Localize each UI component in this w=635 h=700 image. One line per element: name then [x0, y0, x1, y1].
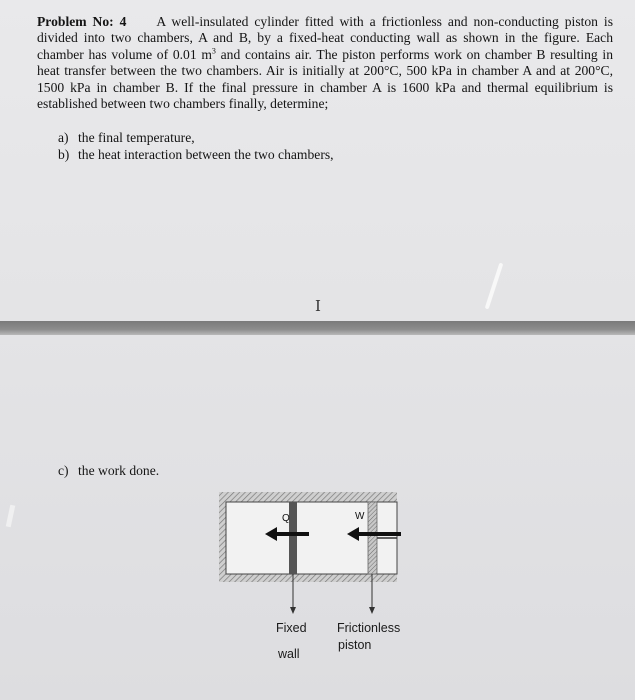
question-a	[58, 130, 195, 146]
insulation-left	[219, 492, 226, 582]
question-c	[58, 463, 159, 479]
fixed-wall-label-1: Fixed	[276, 621, 307, 635]
fixed-wall	[289, 502, 297, 574]
fixed-wall-label-2: wall	[278, 647, 300, 661]
question-text: the final temperature,	[78, 130, 195, 145]
question-marker: a)	[58, 130, 69, 145]
text-cursor-icon: I	[315, 297, 321, 315]
piston-label-1: Frictionless	[337, 621, 401, 635]
question-text: the work done.	[78, 463, 160, 478]
work-label: W	[355, 511, 365, 522]
problem-statement	[37, 14, 613, 112]
page-divider-bar	[0, 321, 635, 335]
question-marker: b)	[58, 147, 70, 162]
insulation-top	[219, 492, 397, 502]
question-marker: c)	[58, 463, 69, 478]
screen-glare	[485, 263, 504, 310]
cylinder-diagram	[215, 488, 415, 618]
problem-text: A well-insulated cylinder fitted with a frictionless and non-conducting piston is divided into two chambers, A and B, by a fixed-heat conducting wall as shown in the figure. Each chamber has volume of 0.01 m	[37, 14, 613, 62]
problem-text-continued: and contains air. The piston performs work on chamber B resulting in heat transfer between the two chambers. Air is initially at 200°C, 500 kPa in chamber A and at 200°C, 1500 kPa in chamber B. If the final pressure in chamber A is 1600 kPa and thermal equilibrium is established between two chambers finally, determine;	[37, 46, 613, 112]
screen-glare	[6, 505, 15, 528]
problem-label: Problem No: 4	[37, 14, 127, 29]
wall-leader-arrowhead	[290, 607, 296, 614]
piston-label-2: piston	[338, 638, 372, 652]
frictionless-piston	[368, 502, 377, 574]
piston-leader-arrowhead	[369, 607, 375, 614]
heat-label: Q	[282, 513, 290, 524]
question-text: the heat interaction between the two chambers,	[78, 147, 334, 162]
question-b	[58, 147, 334, 163]
insulation-bottom	[219, 574, 397, 582]
unit-exponent: 3	[211, 46, 216, 56]
